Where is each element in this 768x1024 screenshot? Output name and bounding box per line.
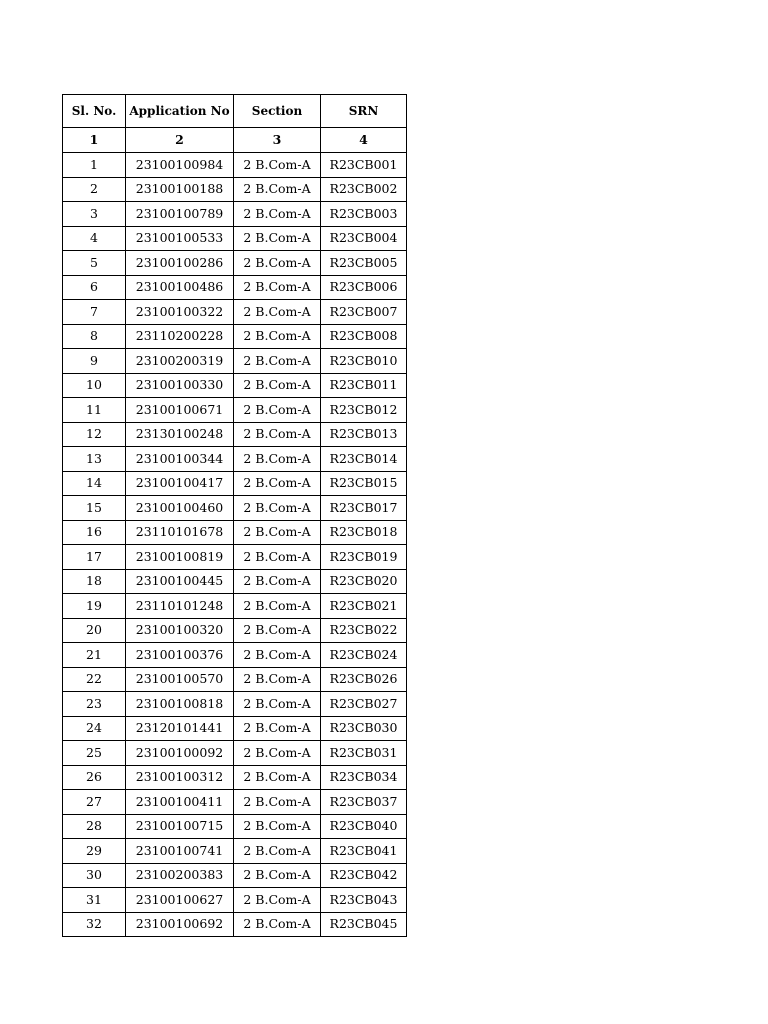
table-row [63,373,407,398]
cell-sl-no: 3 [63,202,126,227]
cell-srn: R23CB004 [321,226,407,251]
cell-sl-no: 4 [63,226,126,251]
table-row [63,545,407,570]
cell-application-no: 23100100092 [126,741,234,766]
cell-srn: R23CB011 [321,373,407,398]
header-srn: SRN [321,95,407,128]
cell-srn: R23CB006 [321,275,407,300]
cell-sl-no: 23 [63,692,126,717]
table-row [63,643,407,668]
table-row [63,520,407,545]
cell-application-no: 23100100533 [126,226,234,251]
table-row [63,177,407,202]
cell-section: 2 B.Com-A [234,324,321,349]
table-row [63,814,407,839]
cell-srn: R23CB024 [321,643,407,668]
cell-sl-no: 11 [63,398,126,423]
cell-sl-no: 26 [63,765,126,790]
cell-srn: R23CB040 [321,814,407,839]
cell-sl-no: 12 [63,422,126,447]
cell-srn: R23CB007 [321,300,407,325]
table-row [63,447,407,472]
table-row [63,888,407,913]
cell-section: 2 B.Com-A [234,226,321,251]
student-roster-table [62,94,407,937]
cell-srn: R23CB013 [321,422,407,447]
cell-sl-no: 30 [63,863,126,888]
cell-srn: R23CB042 [321,863,407,888]
cell-srn: R23CB020 [321,569,407,594]
table-row [63,765,407,790]
table-header [63,95,407,153]
cell-application-no: 23100100570 [126,667,234,692]
cell-section: 2 B.Com-A [234,202,321,227]
cell-sl-no: 25 [63,741,126,766]
cell-application-no: 23100100322 [126,300,234,325]
cell-sl-no: 19 [63,594,126,619]
column-number: 3 [234,128,321,153]
table-row [63,496,407,521]
table-row [63,398,407,423]
cell-application-no: 23100100320 [126,618,234,643]
cell-srn: R23CB003 [321,202,407,227]
document-page [62,94,406,937]
cell-application-no: 23100100984 [126,153,234,178]
cell-section: 2 B.Com-A [234,520,321,545]
cell-section: 2 B.Com-A [234,667,321,692]
cell-section: 2 B.Com-A [234,912,321,937]
cell-srn: R23CB037 [321,790,407,815]
cell-application-no: 23100200319 [126,349,234,374]
cell-application-no: 23100100417 [126,471,234,496]
table-row [63,251,407,276]
table-row [63,275,407,300]
table-row [63,790,407,815]
cell-sl-no: 27 [63,790,126,815]
cell-section: 2 B.Com-A [234,741,321,766]
cell-section: 2 B.Com-A [234,251,321,276]
cell-srn: R23CB027 [321,692,407,717]
cell-sl-no: 9 [63,349,126,374]
cell-section: 2 B.Com-A [234,814,321,839]
table-row [63,667,407,692]
table-row [63,594,407,619]
cell-section: 2 B.Com-A [234,545,321,570]
cell-srn: R23CB021 [321,594,407,619]
cell-sl-no: 16 [63,520,126,545]
cell-application-no: 23100100330 [126,373,234,398]
cell-section: 2 B.Com-A [234,594,321,619]
cell-sl-no: 20 [63,618,126,643]
cell-section: 2 B.Com-A [234,618,321,643]
table-row [63,324,407,349]
cell-sl-no: 6 [63,275,126,300]
cell-application-no: 23100100741 [126,839,234,864]
cell-srn: R23CB018 [321,520,407,545]
cell-application-no: 23100100312 [126,765,234,790]
cell-section: 2 B.Com-A [234,373,321,398]
table-row [63,202,407,227]
header-section: Section [234,95,321,128]
cell-application-no: 23100100445 [126,569,234,594]
cell-srn: R23CB017 [321,496,407,521]
column-number: 2 [126,128,234,153]
cell-application-no: 23120101441 [126,716,234,741]
cell-section: 2 B.Com-A [234,496,321,521]
table-row [63,471,407,496]
cell-srn: R23CB043 [321,888,407,913]
cell-sl-no: 17 [63,545,126,570]
cell-sl-no: 18 [63,569,126,594]
column-number: 1 [63,128,126,153]
cell-application-no: 23130100248 [126,422,234,447]
cell-section: 2 B.Com-A [234,300,321,325]
cell-srn: R23CB002 [321,177,407,202]
cell-sl-no: 2 [63,177,126,202]
cell-sl-no: 8 [63,324,126,349]
table-row [63,912,407,937]
cell-section: 2 B.Com-A [234,888,321,913]
cell-section: 2 B.Com-A [234,839,321,864]
cell-section: 2 B.Com-A [234,349,321,374]
cell-application-no: 23100100627 [126,888,234,913]
cell-section: 2 B.Com-A [234,275,321,300]
cell-srn: R23CB019 [321,545,407,570]
cell-srn: R23CB041 [321,839,407,864]
cell-section: 2 B.Com-A [234,643,321,668]
table-row [63,226,407,251]
cell-application-no: 23100100344 [126,447,234,472]
cell-sl-no: 29 [63,839,126,864]
cell-sl-no: 7 [63,300,126,325]
cell-section: 2 B.Com-A [234,447,321,472]
cell-srn: R23CB026 [321,667,407,692]
table-row [63,618,407,643]
table-row [63,716,407,741]
cell-srn: R23CB014 [321,447,407,472]
cell-section: 2 B.Com-A [234,692,321,717]
cell-srn: R23CB015 [321,471,407,496]
header-row [63,95,407,128]
cell-section: 2 B.Com-A [234,471,321,496]
table-row [63,153,407,178]
cell-sl-no: 14 [63,471,126,496]
cell-sl-no: 5 [63,251,126,276]
cell-application-no: 23100100671 [126,398,234,423]
cell-sl-no: 22 [63,667,126,692]
cell-section: 2 B.Com-A [234,569,321,594]
table-row [63,422,407,447]
cell-application-no: 23100200383 [126,863,234,888]
table-row [63,863,407,888]
cell-sl-no: 31 [63,888,126,913]
cell-srn: R23CB010 [321,349,407,374]
cell-section: 2 B.Com-A [234,790,321,815]
cell-srn: R23CB030 [321,716,407,741]
cell-srn: R23CB001 [321,153,407,178]
cell-srn: R23CB034 [321,765,407,790]
cell-application-no: 23100100411 [126,790,234,815]
cell-srn: R23CB045 [321,912,407,937]
cell-section: 2 B.Com-A [234,177,321,202]
column-number-row [63,128,407,153]
table-row [63,741,407,766]
cell-sl-no: 10 [63,373,126,398]
cell-application-no: 23110101678 [126,520,234,545]
cell-sl-no: 24 [63,716,126,741]
table-row [63,692,407,717]
cell-application-no: 23100100188 [126,177,234,202]
cell-sl-no: 1 [63,153,126,178]
table-row [63,300,407,325]
cell-section: 2 B.Com-A [234,422,321,447]
cell-application-no: 23100100715 [126,814,234,839]
cell-section: 2 B.Com-A [234,398,321,423]
cell-srn: R23CB012 [321,398,407,423]
cell-section: 2 B.Com-A [234,153,321,178]
cell-application-no: 23100100286 [126,251,234,276]
cell-srn: R23CB008 [321,324,407,349]
cell-application-no: 23100100486 [126,275,234,300]
cell-application-no: 23100100460 [126,496,234,521]
cell-application-no: 23110101248 [126,594,234,619]
table-body [63,153,407,937]
cell-srn: R23CB031 [321,741,407,766]
cell-srn: R23CB022 [321,618,407,643]
cell-application-no: 23100100692 [126,912,234,937]
cell-application-no: 23100100789 [126,202,234,227]
table-row [63,569,407,594]
cell-section: 2 B.Com-A [234,863,321,888]
cell-application-no: 23110200228 [126,324,234,349]
table-row [63,839,407,864]
cell-sl-no: 13 [63,447,126,472]
cell-application-no: 23100100818 [126,692,234,717]
cell-application-no: 23100100819 [126,545,234,570]
cell-section: 2 B.Com-A [234,765,321,790]
header-sl-no: Sl. No. [63,95,126,128]
cell-application-no: 23100100376 [126,643,234,668]
table-row [63,349,407,374]
cell-sl-no: 28 [63,814,126,839]
header-application-no: Application No [126,95,234,128]
cell-srn: R23CB005 [321,251,407,276]
cell-sl-no: 21 [63,643,126,668]
column-number: 4 [321,128,407,153]
cell-section: 2 B.Com-A [234,716,321,741]
cell-sl-no: 15 [63,496,126,521]
cell-sl-no: 32 [63,912,126,937]
